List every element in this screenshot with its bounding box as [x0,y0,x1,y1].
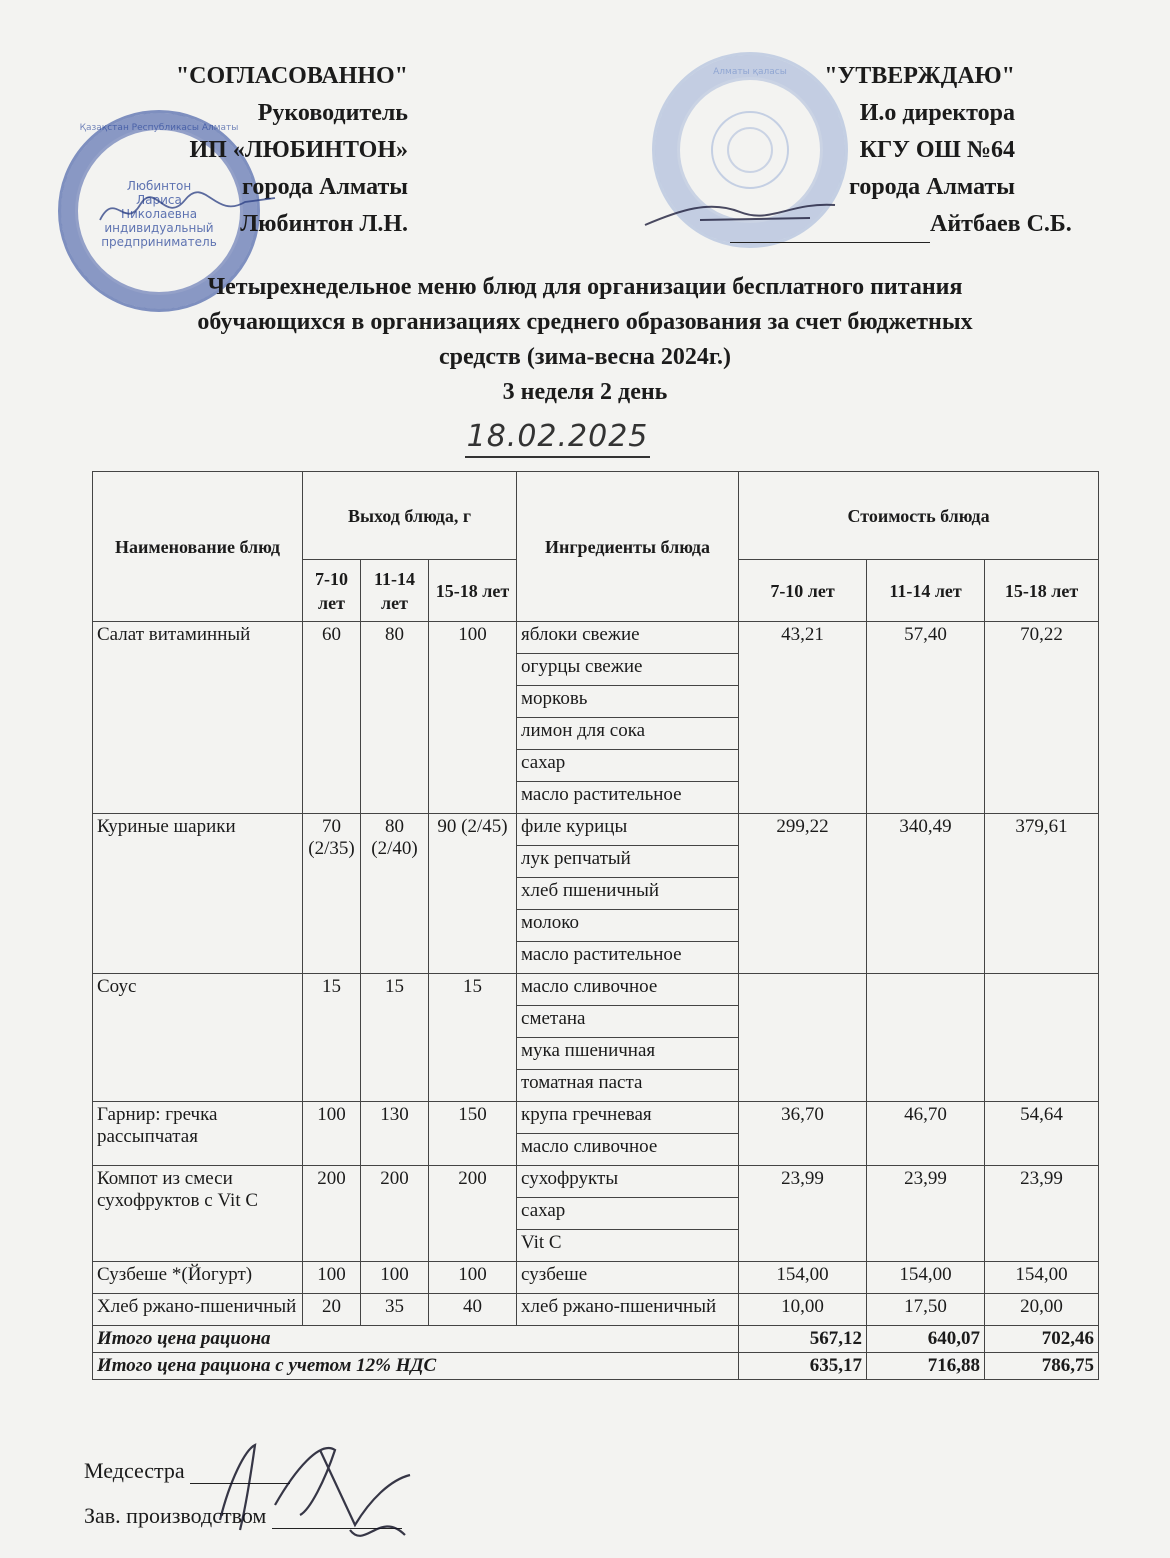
output-age-15-18: 100 [429,1262,517,1294]
approver-city: города Алматы [849,174,1015,200]
cost-age-7-10 [739,974,867,1102]
ingredient: сухофрукты [517,1166,739,1198]
cost-age-15-18: 379,61 [985,814,1099,974]
total-row [93,1326,1099,1353]
total-label: Итого цена рациона с учетом 12% НДС [93,1353,739,1380]
title-line: средств (зима-весна 2024г.) [438,344,732,370]
table-row [93,1102,1099,1134]
production-label: Зав. производством [84,1503,267,1528]
output-age-7-10: 60 [303,622,361,814]
stamp-left-line: индивидуальный [104,221,214,235]
production-signature-row [84,1503,402,1529]
output-age-15-18: 90 (2/45) [429,814,517,974]
output-age-11-14: 80 (2/40) [361,814,429,974]
output-age-11-14: 130 [361,1102,429,1166]
cost-age-7-10: 36,70 [739,1102,867,1166]
approver-org: ИП «ЛЮБИНТОН» [189,137,408,163]
menu-table [92,471,1099,1380]
table-row [93,622,1099,654]
output-age-11-14: 100 [361,1262,429,1294]
output-age-15-18: 200 [429,1166,517,1262]
total-cost-age-15-18: 702,46 [985,1326,1099,1353]
header-age-7-10: 7-10 лет [303,560,361,622]
ingredient: хлеб пшеничный [517,878,739,910]
ingredient: сузбеше [517,1262,739,1294]
nurse-signature-row [84,1458,290,1484]
handwritten-date: 18.02.2025 [465,418,650,458]
output-age-11-14: 35 [361,1294,429,1326]
header-age-11-14: 11-14 лет [361,560,429,622]
cost-age-11-14: 340,49 [867,814,985,974]
cost-age-11-14: 46,70 [867,1102,985,1166]
ingredient: крупа гречневая [517,1102,739,1134]
output-age-11-14: 80 [361,622,429,814]
ingredient: яблоки свежие [517,622,739,654]
cost-age-7-10: 154,00 [739,1262,867,1294]
output-age-7-10: 200 [303,1166,361,1262]
title-line: Четырехнедельное меню блюд для организации бесплатного питания [207,274,963,300]
approver-name-line [730,206,1072,243]
output-age-7-10: 100 [303,1102,361,1166]
menu-table-body [93,622,1099,1380]
total-cost-age-11-14: 716,88 [867,1353,985,1380]
cost-age-7-10: 43,21 [739,622,867,814]
stamp-left-line: Лариса [136,193,182,207]
output-age-11-14: 15 [361,974,429,1102]
cost-age-7-10: 10,00 [739,1294,867,1326]
signature-line [190,1463,290,1484]
nurse-label: Медсестра [84,1458,185,1483]
approver-org: КГУ ОШ №64 [859,137,1015,163]
dish-name: Сузбеше *(Йогурт) [93,1262,303,1294]
ingredient: хлеб ржано-пшеничный [517,1294,739,1326]
total-cost-age-15-18: 786,75 [985,1353,1099,1380]
ingredient: томатная паста [517,1070,739,1102]
dish-name: Гарнир: гречка рассыпчатая [93,1102,303,1166]
total-cost-age-7-10: 567,12 [739,1326,867,1353]
cost-age-7-10: 23,99 [739,1166,867,1262]
cost-age-11-14 [867,974,985,1102]
cost-age-15-18 [985,974,1099,1102]
ingredient: масло растительное [517,782,739,814]
approval-block-left [110,58,408,243]
header-cost-age-7-10: 7-10 лет [739,560,867,622]
header-output: Выход блюда, г [303,472,517,560]
approver-position: Руководитель [257,100,408,126]
ingredient: лук репчатый [517,846,739,878]
ingredient: сахар [517,1198,739,1230]
cost-age-15-18: 154,00 [985,1262,1099,1294]
output-age-7-10: 100 [303,1262,361,1294]
ingredient: лимон для сока [517,718,739,750]
ingredient: филе курицы [517,814,739,846]
header-cost-age-11-14: 11-14 лет [867,560,985,622]
stamp-left-line: Николаевна [120,207,198,221]
ingredient: Vit C [517,1230,739,1262]
approver-name: Айтбаев С.Б. [930,211,1072,237]
total-cost-age-11-14: 640,07 [867,1326,985,1353]
title-line: обучающихся в организациях среднего образования за счет бюджетных [197,309,973,335]
total-row [93,1353,1099,1380]
stamp-right-ring-text: Алматы қаласы [713,67,787,77]
cost-age-7-10: 299,22 [739,814,867,974]
cost-age-15-18: 70,22 [985,622,1099,814]
output-age-7-10: 15 [303,974,361,1102]
table-row [93,1166,1099,1198]
total-cost-age-7-10: 635,17 [739,1353,867,1380]
title-line: 3 неделя 2 день [502,379,668,405]
cost-age-11-14: 23,99 [867,1166,985,1262]
signature-line [730,220,930,243]
dish-name: Салат витаминный [93,622,303,814]
output-age-15-18: 150 [429,1102,517,1166]
table-row [93,974,1099,1006]
header-dish-name: Наименование блюд [93,472,303,622]
document-title [80,270,1090,410]
header-ingredients: Ингредиенты блюда [517,472,739,622]
ingredient: сахар [517,750,739,782]
table-row [93,1294,1099,1326]
total-label: Итого цена рациона [93,1326,739,1353]
header-cost: Стоимость блюда [739,472,1099,560]
dish-name: Соус [93,974,303,1102]
approver-name: Любинтон Л.Н. [240,211,408,237]
dish-name: Компот из смеси сухофруктов с Vit C [93,1166,303,1262]
output-age-15-18: 100 [429,622,517,814]
cost-age-15-18: 54,64 [985,1102,1099,1166]
ingredient: масло растительное [517,942,739,974]
header-cost-age-15-18: 15-18 лет [985,560,1099,622]
cost-age-15-18: 23,99 [985,1166,1099,1262]
ingredient: масло сливочное [517,1134,739,1166]
approver-position: И.о директора [859,100,1015,126]
output-age-15-18: 40 [429,1294,517,1326]
signature-line [272,1508,402,1529]
ingredient: сметана [517,1006,739,1038]
approver-city: города Алматы [242,174,408,200]
stamp-left-line: предприниматель [101,235,217,249]
ingredient: молоко [517,910,739,942]
table-row [93,814,1099,846]
ingredient: огурцы свежие [517,654,739,686]
output-age-15-18: 15 [429,974,517,1102]
ingredient: морковь [517,686,739,718]
table-row [93,1262,1099,1294]
header-age-15-18: 15-18 лет [429,560,517,622]
ingredient: мука пшеничная [517,1038,739,1070]
output-age-7-10: 70 (2/35) [303,814,361,974]
output-age-11-14: 200 [361,1166,429,1262]
stamp-left-line: Любинтон [126,179,192,193]
dish-name: Куриные шарики [93,814,303,974]
cost-age-15-18: 20,00 [985,1294,1099,1326]
dish-name: Хлеб ржано-пшеничный [93,1294,303,1326]
cost-age-11-14: 17,50 [867,1294,985,1326]
output-age-7-10: 20 [303,1294,361,1326]
ingredient: масло сливочное [517,974,739,1006]
stamp-left-ring-text: Қазақстан Республикасы Алматы [79,123,239,133]
signature-bottom [200,1420,420,1555]
approval-block-right [730,58,1072,243]
cost-age-11-14: 154,00 [867,1262,985,1294]
approval-label: "УТВЕРЖДАЮ" [824,63,1015,89]
cost-age-11-14: 57,40 [867,622,985,814]
approval-label: "СОГЛАСОВАННО" [175,63,408,89]
